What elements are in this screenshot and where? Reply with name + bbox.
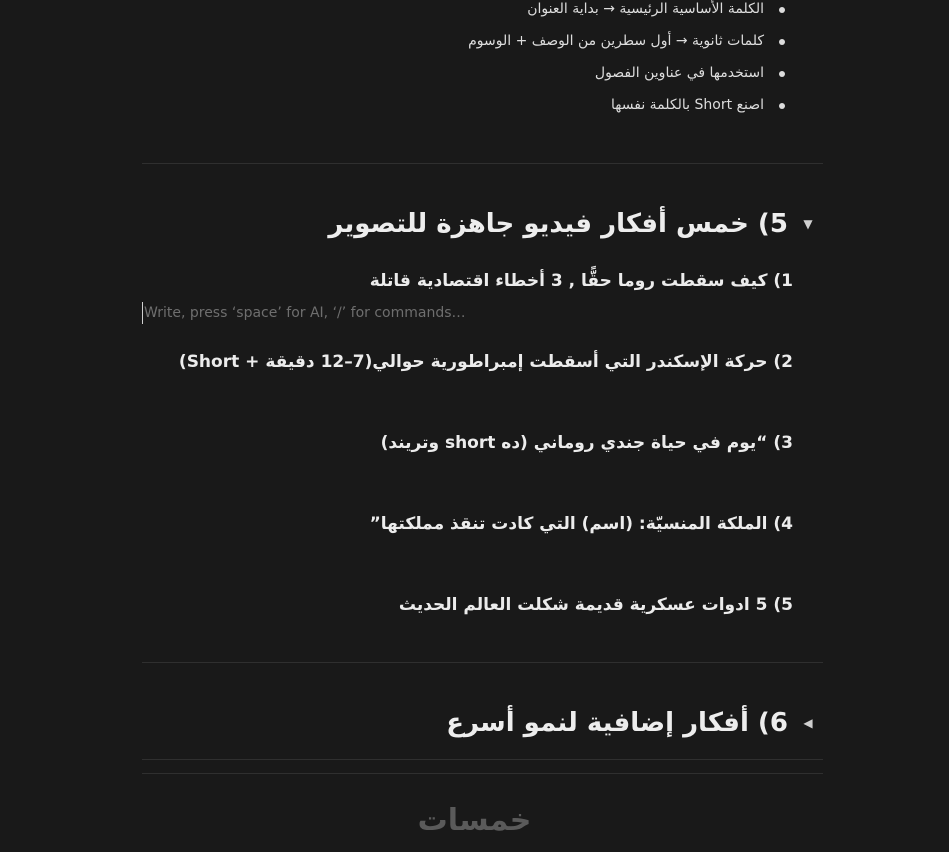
list-item-text: استخدمها في عناوين الفصول <box>594 65 764 81</box>
list-item[interactable] <box>145 0 785 30</box>
divider <box>142 662 823 663</box>
section-6-title: 6) أفكار إضافية لنمو أسرع <box>446 708 788 738</box>
section-5-title: 5) خمس أفكار فيديو جاهزة للتصوير <box>328 209 788 239</box>
list-item-text: كلمات ثانوية → أول سطرين من الوصف + الوسوم <box>468 33 764 49</box>
list-item[interactable] <box>145 62 785 94</box>
toggle-collapsed-icon[interactable]: ◀ <box>803 716 813 730</box>
bullet-dot-icon <box>779 71 785 77</box>
video-idea-4[interactable]: 4) الملكة المنسيّة: (اسم) التي كادت تنقذ مملكتها” <box>369 514 793 534</box>
list-item-text: الكلمة الأساسية الرئيسية → بداية العنوان <box>527 1 764 17</box>
notion-page <box>142 0 823 852</box>
keyword-bullet-list <box>145 0 785 126</box>
empty-block-input[interactable]: Write, press ‘space’ for AI, ‘/’ for commands… <box>142 302 794 324</box>
toggle-expanded-icon[interactable]: ▼ <box>803 217 813 231</box>
video-idea-5[interactable]: 5) 5 ادوات عسكرية قديمة شكلت العالم الحديث <box>398 595 793 615</box>
khamsat-watermark-logo: خمسات <box>417 803 532 838</box>
list-item[interactable] <box>145 30 785 62</box>
section-6-heading[interactable] <box>163 708 823 738</box>
video-idea-3[interactable]: 3) “يوم في حياة جندي روماني (ده short وتريند) <box>380 433 793 453</box>
video-idea-1[interactable]: 1) كيف سقطت روما حقًّا , 3 أخطاء اقتصادية قاتلة <box>369 271 793 291</box>
divider <box>142 759 823 760</box>
divider <box>142 773 823 774</box>
list-item-text: اصنع Short بالكلمة نفسها <box>611 97 764 113</box>
section-5-heading[interactable] <box>163 209 823 239</box>
divider <box>142 163 823 164</box>
bullet-dot-icon <box>779 7 785 13</box>
bullet-dot-icon <box>779 103 785 109</box>
bullet-dot-icon <box>779 39 785 45</box>
video-idea-2[interactable]: 2) حركة الإسكندر التي أسقطت إمبراطورية حوالي(7–12 دقيقة + Short) <box>178 352 793 372</box>
list-item[interactable] <box>145 94 785 126</box>
